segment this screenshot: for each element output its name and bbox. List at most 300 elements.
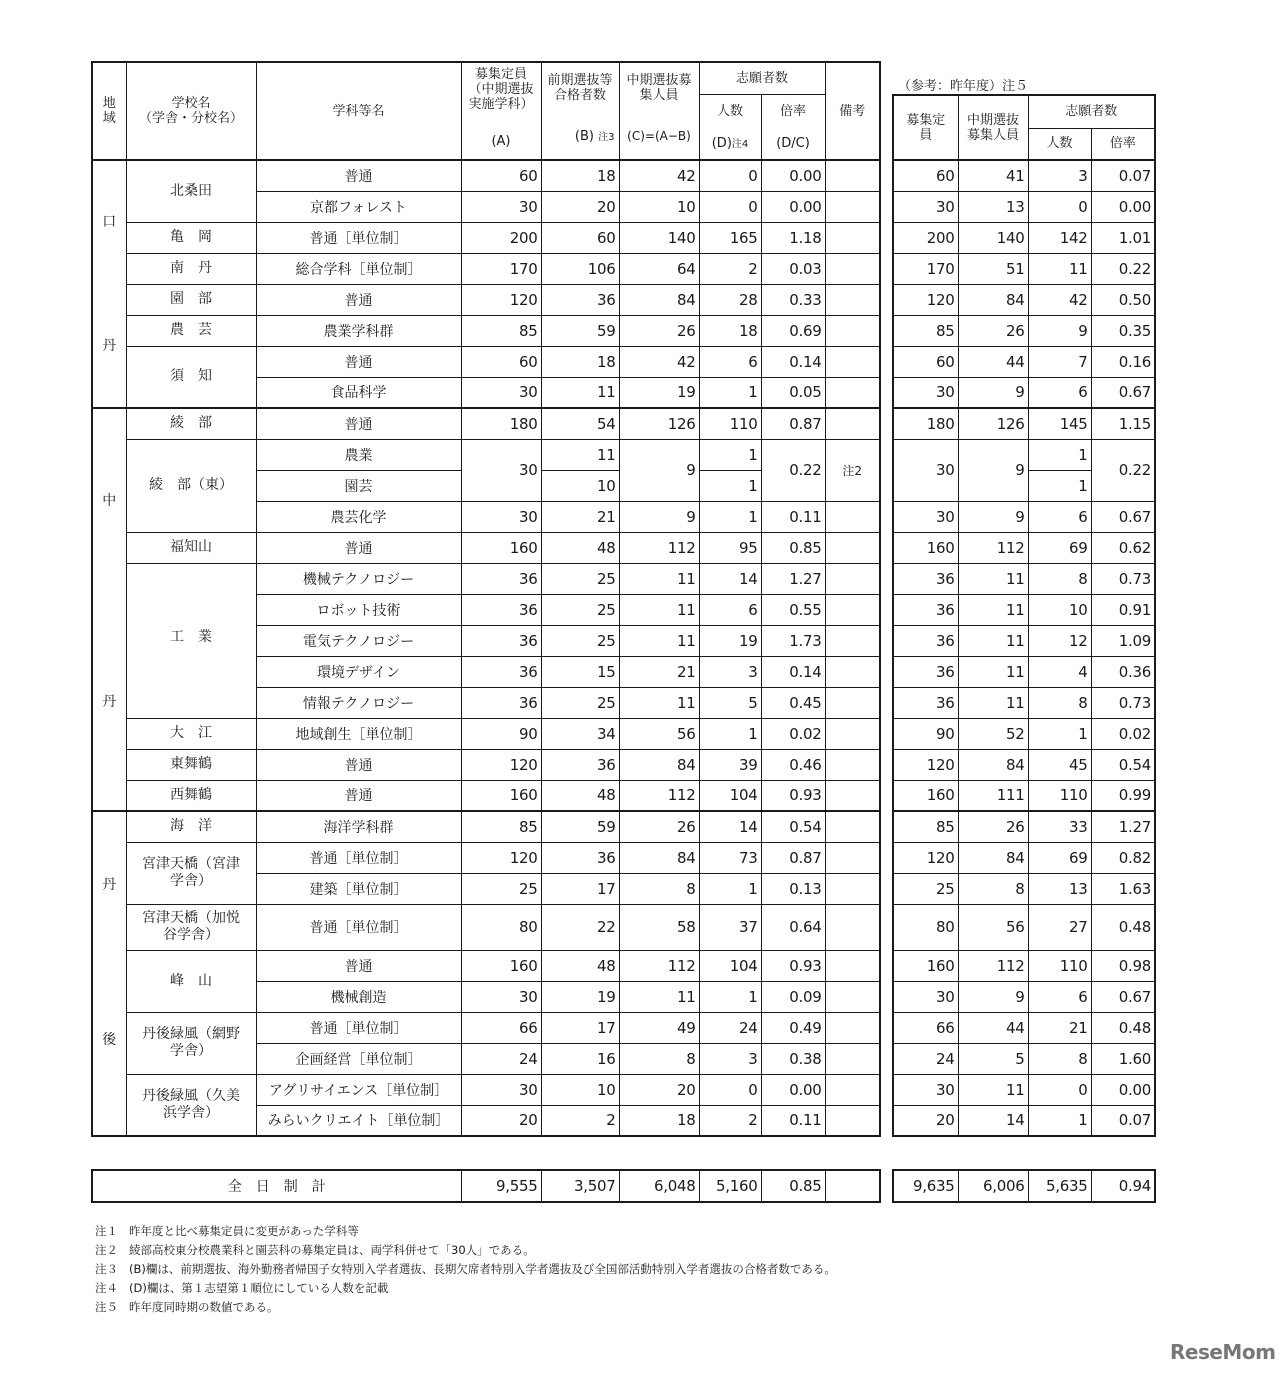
ref-ratio: 1.01 bbox=[1091, 222, 1155, 253]
ref-table-row bbox=[893, 1074, 1155, 1105]
dept-name: 地域創生［単位制］ bbox=[256, 718, 461, 749]
capacity: 160 bbox=[461, 950, 541, 981]
dept-name: 普通［単位制］ bbox=[256, 842, 461, 873]
ref-applicants: 4 bbox=[1028, 656, 1091, 687]
ratio: 1.73 bbox=[761, 625, 825, 656]
early-passed: 25 bbox=[541, 687, 619, 718]
ratio: 0.54 bbox=[761, 811, 825, 842]
table-row bbox=[92, 1074, 880, 1105]
total-capacity: 9,555 bbox=[461, 1170, 541, 1202]
mid-quota: 11 bbox=[619, 563, 699, 594]
dept-name: 普通 bbox=[256, 284, 461, 315]
ratio: 0.02 bbox=[761, 718, 825, 749]
header-dept: 学科等名 bbox=[256, 62, 461, 160]
table-row bbox=[92, 842, 880, 873]
ref-table-row bbox=[893, 501, 1155, 532]
ref-capacity: 36 bbox=[893, 563, 958, 594]
mid-quota: 49 bbox=[619, 1012, 699, 1043]
applicants: 0 bbox=[699, 191, 761, 222]
applicants: 2 bbox=[699, 1105, 761, 1136]
ref-total-mid-quota: 6,006 bbox=[958, 1170, 1028, 1202]
reference-table bbox=[892, 94, 1156, 1137]
ref-header-capacity: 募集定員 bbox=[893, 95, 958, 160]
ref-mid-quota: 11 bbox=[958, 563, 1028, 594]
ref-table-row bbox=[893, 346, 1155, 377]
table-row bbox=[92, 346, 880, 377]
ratio: 0.22 bbox=[761, 439, 825, 501]
dept-name: 海洋学科群 bbox=[256, 811, 461, 842]
ref-table-row bbox=[893, 625, 1155, 656]
school-name: 亀 岡 bbox=[126, 222, 256, 253]
dept-name: 普通 bbox=[256, 408, 461, 439]
ref-table-row bbox=[893, 439, 1155, 470]
remarks: 注2 bbox=[825, 439, 880, 501]
remarks bbox=[825, 191, 880, 222]
applicants: 39 bbox=[699, 749, 761, 780]
ref-capacity: 25 bbox=[893, 873, 958, 904]
capacity: 36 bbox=[461, 625, 541, 656]
region-char: 口 bbox=[102, 213, 117, 230]
ref-capacity: 60 bbox=[893, 160, 958, 191]
capacity: 30 bbox=[461, 981, 541, 1012]
ref-capacity: 160 bbox=[893, 950, 958, 981]
header-applicants: 志願者数 bbox=[699, 62, 825, 94]
ref-capacity: 80 bbox=[893, 904, 958, 950]
capacity: 85 bbox=[461, 811, 541, 842]
ref-mid-quota: 84 bbox=[958, 284, 1028, 315]
header-remarks: 備考 bbox=[825, 62, 880, 160]
ref-applicants: 45 bbox=[1028, 749, 1091, 780]
ref-ratio: 0.48 bbox=[1091, 904, 1155, 950]
ratio: 0.14 bbox=[761, 656, 825, 687]
ref-header-mid-quota: 中期選抜募集人員 bbox=[958, 95, 1028, 160]
footnote-5: 注５ 昨年度同時期の数値である。 bbox=[95, 1300, 279, 1314]
ref-table-row bbox=[893, 981, 1155, 1012]
header-applicant-count-tag: (D)注4 bbox=[699, 128, 761, 160]
early-passed: 11 bbox=[541, 439, 619, 470]
ref-capacity: 160 bbox=[893, 532, 958, 563]
ref-mid-quota: 9 bbox=[958, 439, 1028, 501]
mid-quota: 9 bbox=[619, 501, 699, 532]
admissions-table bbox=[91, 61, 881, 1137]
ratio: 0.49 bbox=[761, 1012, 825, 1043]
region-cell bbox=[92, 408, 126, 811]
footnote-2: 注２ 綾部高校東分校農業科と園芸科の募集定員は、両学科併せて「30人」である。 bbox=[95, 1243, 535, 1257]
capacity: 36 bbox=[461, 563, 541, 594]
ratio: 0.05 bbox=[761, 377, 825, 408]
remarks bbox=[825, 687, 880, 718]
table-row bbox=[92, 904, 880, 950]
ratio: 0.03 bbox=[761, 253, 825, 284]
ratio: 0.11 bbox=[761, 501, 825, 532]
mid-quota: 84 bbox=[619, 749, 699, 780]
ref-ratio: 1.60 bbox=[1091, 1043, 1155, 1074]
early-passed: 48 bbox=[541, 532, 619, 563]
applicants: 3 bbox=[699, 656, 761, 687]
capacity: 25 bbox=[461, 873, 541, 904]
mid-quota: 26 bbox=[619, 315, 699, 346]
ratio: 0.38 bbox=[761, 1043, 825, 1074]
table-row bbox=[92, 532, 880, 563]
header-early-passed: 前期選抜等合格者数 (B) 注3 bbox=[541, 62, 619, 160]
mid-quota: 112 bbox=[619, 532, 699, 563]
ratio: 0.09 bbox=[761, 981, 825, 1012]
capacity: 24 bbox=[461, 1043, 541, 1074]
ref-mid-quota: 11 bbox=[958, 625, 1028, 656]
capacity: 30 bbox=[461, 1074, 541, 1105]
ref-capacity: 36 bbox=[893, 656, 958, 687]
ref-capacity: 20 bbox=[893, 1105, 958, 1136]
ref-mid-quota: 8 bbox=[958, 873, 1028, 904]
ref-capacity: 36 bbox=[893, 625, 958, 656]
capacity: 120 bbox=[461, 749, 541, 780]
ratio: 0.87 bbox=[761, 842, 825, 873]
ref-capacity: 24 bbox=[893, 1043, 958, 1074]
footnote-4: 注４ (D)欄は、第１志望第１順位にしている人数を記載 bbox=[95, 1281, 389, 1295]
dept-name: 普通［単位制］ bbox=[256, 904, 461, 950]
ref-table-row bbox=[893, 253, 1155, 284]
capacity: 85 bbox=[461, 315, 541, 346]
capacity: 36 bbox=[461, 687, 541, 718]
mid-quota: 58 bbox=[619, 904, 699, 950]
applicants: 1 bbox=[699, 470, 761, 501]
dept-name: 環境デザイン bbox=[256, 656, 461, 687]
ref-capacity: 120 bbox=[893, 284, 958, 315]
region-char: 丹 bbox=[102, 694, 117, 711]
applicants: 14 bbox=[699, 811, 761, 842]
ref-applicants: 33 bbox=[1028, 811, 1091, 842]
ratio: 0.45 bbox=[761, 687, 825, 718]
dept-name: 企画経営［単位制］ bbox=[256, 1043, 461, 1074]
ratio: 0.11 bbox=[761, 1105, 825, 1136]
early-passed: 59 bbox=[541, 315, 619, 346]
ref-capacity: 160 bbox=[893, 780, 958, 811]
ref-table-row bbox=[893, 842, 1155, 873]
ref-applicants: 6 bbox=[1028, 501, 1091, 532]
ref-mid-quota: 9 bbox=[958, 501, 1028, 532]
ref-capacity: 30 bbox=[893, 377, 958, 408]
ref-ratio: 0.98 bbox=[1091, 950, 1155, 981]
ref-capacity: 60 bbox=[893, 346, 958, 377]
ratio: 0.13 bbox=[761, 873, 825, 904]
ref-ratio: 0.35 bbox=[1091, 315, 1155, 346]
table-row bbox=[92, 780, 880, 811]
early-passed: 54 bbox=[541, 408, 619, 439]
early-passed: 59 bbox=[541, 811, 619, 842]
capacity: 80 bbox=[461, 904, 541, 950]
school-name: 綾 部 bbox=[126, 408, 256, 439]
dept-name: 農業 bbox=[256, 439, 461, 470]
early-passed: 18 bbox=[541, 160, 619, 191]
ref-mid-quota: 11 bbox=[958, 594, 1028, 625]
ref-capacity: 30 bbox=[893, 439, 958, 501]
applicants: 0 bbox=[699, 1074, 761, 1105]
table-row bbox=[92, 1012, 880, 1043]
ref-mid-quota: 41 bbox=[958, 160, 1028, 191]
remarks bbox=[825, 904, 880, 950]
remarks bbox=[825, 315, 880, 346]
ref-ratio: 0.16 bbox=[1091, 346, 1155, 377]
ref-total-ratio: 0.94 bbox=[1091, 1170, 1155, 1202]
ref-ratio: 0.48 bbox=[1091, 1012, 1155, 1043]
capacity: 30 bbox=[461, 191, 541, 222]
ref-table-row bbox=[893, 950, 1155, 981]
footnote-3: 注３ (B)欄は、前期選抜、海外勤務者帰国子女特別入学者選抜、長期欠席者特別入学者選抜及び全国部活動特別入学者選抜の合格者数である。 bbox=[95, 1262, 836, 1276]
capacity: 90 bbox=[461, 718, 541, 749]
ref-table-row bbox=[893, 594, 1155, 625]
remarks bbox=[825, 594, 880, 625]
mid-quota: 112 bbox=[619, 780, 699, 811]
dept-name: ロボット技術 bbox=[256, 594, 461, 625]
early-passed: 18 bbox=[541, 346, 619, 377]
ref-ratio: 1.09 bbox=[1091, 625, 1155, 656]
capacity: 60 bbox=[461, 160, 541, 191]
mid-quota: 26 bbox=[619, 811, 699, 842]
remarks bbox=[825, 377, 880, 408]
region-char: 丹 bbox=[102, 877, 117, 893]
ref-applicants: 0 bbox=[1028, 1074, 1091, 1105]
region-cell bbox=[92, 811, 126, 1136]
ref-header-applicant-count: 人数 bbox=[1028, 128, 1091, 160]
dept-name: 情報テクノロジー bbox=[256, 687, 461, 718]
total-mid-quota: 6,048 bbox=[619, 1170, 699, 1202]
capacity: 200 bbox=[461, 222, 541, 253]
applicants: 19 bbox=[699, 625, 761, 656]
mid-quota: 84 bbox=[619, 842, 699, 873]
remarks bbox=[825, 222, 880, 253]
ref-capacity: 85 bbox=[893, 811, 958, 842]
ref-ratio: 0.22 bbox=[1091, 439, 1155, 501]
header-ratio: 倍率 bbox=[761, 94, 825, 128]
ref-table-row bbox=[893, 687, 1155, 718]
ref-mid-quota: 112 bbox=[958, 950, 1028, 981]
capacity: 60 bbox=[461, 346, 541, 377]
capacity: 30 bbox=[461, 439, 541, 501]
ref-table-row bbox=[893, 749, 1155, 780]
school-name: 東舞鶴 bbox=[126, 749, 256, 780]
ref-table-row bbox=[893, 191, 1155, 222]
school-name: 海 洋 bbox=[126, 811, 256, 842]
remarks bbox=[825, 656, 880, 687]
ratio: 0.69 bbox=[761, 315, 825, 346]
ref-capacity: 120 bbox=[893, 749, 958, 780]
capacity: 120 bbox=[461, 284, 541, 315]
mid-quota: 21 bbox=[619, 656, 699, 687]
dept-name: 機械創造 bbox=[256, 981, 461, 1012]
capacity: 66 bbox=[461, 1012, 541, 1043]
ref-table-row bbox=[893, 408, 1155, 439]
footnote-1: 注１ 昨年度と比べ募集定員に変更があった学科等 bbox=[95, 1224, 359, 1238]
school-name: 園 部 bbox=[126, 284, 256, 315]
footnotes bbox=[95, 1222, 836, 1317]
ref-ratio: 0.22 bbox=[1091, 253, 1155, 284]
school-name: 西舞鶴 bbox=[126, 780, 256, 811]
ratio: 0.55 bbox=[761, 594, 825, 625]
remarks bbox=[825, 749, 880, 780]
ref-ratio: 0.07 bbox=[1091, 160, 1155, 191]
ref-table-row bbox=[893, 656, 1155, 687]
ratio: 0.64 bbox=[761, 904, 825, 950]
total-label: 全 日 制 計 bbox=[92, 1170, 461, 1202]
dept-name: 建築［単位制］ bbox=[256, 873, 461, 904]
ref-mid-quota: 14 bbox=[958, 1105, 1028, 1136]
school-name: 丹後緑風（網野学舎） bbox=[126, 1012, 256, 1074]
dept-name: 普通 bbox=[256, 749, 461, 780]
early-passed: 21 bbox=[541, 501, 619, 532]
region-char: 丹 bbox=[102, 337, 117, 354]
mid-quota: 11 bbox=[619, 687, 699, 718]
applicants: 18 bbox=[699, 315, 761, 346]
remarks bbox=[825, 563, 880, 594]
early-passed: 16 bbox=[541, 1043, 619, 1074]
remarks bbox=[825, 160, 880, 191]
school-name: 南 丹 bbox=[126, 253, 256, 284]
school-name: 農 芸 bbox=[126, 315, 256, 346]
ref-ratio: 0.73 bbox=[1091, 563, 1155, 594]
ref-capacity: 30 bbox=[893, 501, 958, 532]
early-passed: 17 bbox=[541, 873, 619, 904]
ref-mid-quota: 56 bbox=[958, 904, 1028, 950]
header-region: 地域 bbox=[92, 62, 126, 160]
header-ratio-tag: (D/C) bbox=[761, 128, 825, 160]
capacity: 180 bbox=[461, 408, 541, 439]
early-passed: 22 bbox=[541, 904, 619, 950]
ref-applicants: 0 bbox=[1028, 191, 1091, 222]
dept-name: アグリサイエンス［単位制］ bbox=[256, 1074, 461, 1105]
applicants: 28 bbox=[699, 284, 761, 315]
applicants: 6 bbox=[699, 594, 761, 625]
applicants: 110 bbox=[699, 408, 761, 439]
table-row bbox=[92, 439, 880, 470]
mid-quota: 20 bbox=[619, 1074, 699, 1105]
ref-ratio: 1.15 bbox=[1091, 408, 1155, 439]
ref-ratio: 0.36 bbox=[1091, 656, 1155, 687]
ref-applicants: 142 bbox=[1028, 222, 1091, 253]
mid-quota: 56 bbox=[619, 718, 699, 749]
capacity: 30 bbox=[461, 501, 541, 532]
school-name: 綾 部（東） bbox=[126, 439, 256, 532]
ref-ratio: 0.82 bbox=[1091, 842, 1155, 873]
school-name: 須 知 bbox=[126, 346, 256, 408]
mid-quota: 42 bbox=[619, 346, 699, 377]
ref-table-row bbox=[893, 1012, 1155, 1043]
ref-mid-quota: 111 bbox=[958, 780, 1028, 811]
mid-quota: 18 bbox=[619, 1105, 699, 1136]
ratio: 0.93 bbox=[761, 780, 825, 811]
ref-ratio: 0.67 bbox=[1091, 501, 1155, 532]
header-school: 学校名 （学舎・分校名） bbox=[126, 62, 256, 160]
ref-table-row bbox=[893, 904, 1155, 950]
ref-mid-quota: 84 bbox=[958, 749, 1028, 780]
applicants: 1 bbox=[699, 873, 761, 904]
ref-table-row bbox=[893, 532, 1155, 563]
early-passed: 48 bbox=[541, 950, 619, 981]
applicants: 1 bbox=[699, 981, 761, 1012]
applicants: 2 bbox=[699, 253, 761, 284]
ref-applicants: 9 bbox=[1028, 315, 1091, 346]
dept-name: 農芸化学 bbox=[256, 501, 461, 532]
school-name: 丹後緑風（久美浜学舎） bbox=[126, 1074, 256, 1136]
remarks bbox=[825, 811, 880, 842]
total-ratio: 0.85 bbox=[761, 1170, 825, 1202]
ref-applicants: 6 bbox=[1028, 981, 1091, 1012]
early-passed: 106 bbox=[541, 253, 619, 284]
ref-capacity: 170 bbox=[893, 253, 958, 284]
ratio: 0.00 bbox=[761, 160, 825, 191]
ref-ratio: 0.91 bbox=[1091, 594, 1155, 625]
early-passed: 25 bbox=[541, 563, 619, 594]
ratio: 0.46 bbox=[761, 749, 825, 780]
region-cell bbox=[92, 160, 126, 408]
ref-table-row bbox=[893, 1043, 1155, 1074]
ref-capacity: 30 bbox=[893, 191, 958, 222]
ref-mid-quota: 9 bbox=[958, 981, 1028, 1012]
dept-name: 総合学科［単位制］ bbox=[256, 253, 461, 284]
applicants: 24 bbox=[699, 1012, 761, 1043]
ref-ratio: 0.67 bbox=[1091, 377, 1155, 408]
dept-name: みらいクリエイト［単位制］ bbox=[256, 1105, 461, 1136]
early-passed: 36 bbox=[541, 749, 619, 780]
dept-name: 機械テクノロジー bbox=[256, 563, 461, 594]
dept-name: 普通［単位制］ bbox=[256, 1012, 461, 1043]
early-passed: 10 bbox=[541, 470, 619, 501]
early-passed: 60 bbox=[541, 222, 619, 253]
ref-applicants: 1 bbox=[1028, 470, 1091, 501]
total-remarks bbox=[825, 1170, 880, 1202]
remarks bbox=[825, 1105, 880, 1136]
region-char: 後 bbox=[102, 1032, 117, 1048]
ref-applicants: 110 bbox=[1028, 950, 1091, 981]
table-row bbox=[92, 222, 880, 253]
school-name: 峰 山 bbox=[126, 950, 256, 1012]
applicants: 73 bbox=[699, 842, 761, 873]
ref-mid-quota: 126 bbox=[958, 408, 1028, 439]
ref-capacity: 66 bbox=[893, 1012, 958, 1043]
ref-capacity: 120 bbox=[893, 842, 958, 873]
header-capacity: 募集定員 （中期選抜実施学科） (A) bbox=[461, 62, 541, 160]
total-applicants: 5,160 bbox=[699, 1170, 761, 1202]
mid-quota: 84 bbox=[619, 284, 699, 315]
ref-applicants: 8 bbox=[1028, 687, 1091, 718]
ref-ratio: 0.00 bbox=[1091, 1074, 1155, 1105]
ratio: 1.18 bbox=[761, 222, 825, 253]
remarks bbox=[825, 1074, 880, 1105]
capacity: 36 bbox=[461, 656, 541, 687]
applicants: 0 bbox=[699, 160, 761, 191]
reference-title: （参考：昨年度）注５ bbox=[898, 79, 1029, 94]
dept-name: 農業学科群 bbox=[256, 315, 461, 346]
early-passed: 36 bbox=[541, 842, 619, 873]
applicants: 37 bbox=[699, 904, 761, 950]
ref-mid-quota: 112 bbox=[958, 532, 1028, 563]
mid-quota: 8 bbox=[619, 1043, 699, 1074]
mid-quota: 9 bbox=[619, 439, 699, 501]
table-row bbox=[92, 718, 880, 749]
dept-name: 普通［単位制］ bbox=[256, 222, 461, 253]
table-row bbox=[92, 253, 880, 284]
ref-table-row bbox=[893, 377, 1155, 408]
table-row bbox=[92, 749, 880, 780]
dept-name: 普通 bbox=[256, 160, 461, 191]
dept-name: 普通 bbox=[256, 346, 461, 377]
ref-capacity: 30 bbox=[893, 1074, 958, 1105]
ratio: 1.27 bbox=[761, 563, 825, 594]
ref-applicants: 11 bbox=[1028, 253, 1091, 284]
early-passed: 10 bbox=[541, 1074, 619, 1105]
ref-mid-quota: 11 bbox=[958, 1074, 1028, 1105]
mid-quota: 8 bbox=[619, 873, 699, 904]
ratio: 0.00 bbox=[761, 1074, 825, 1105]
